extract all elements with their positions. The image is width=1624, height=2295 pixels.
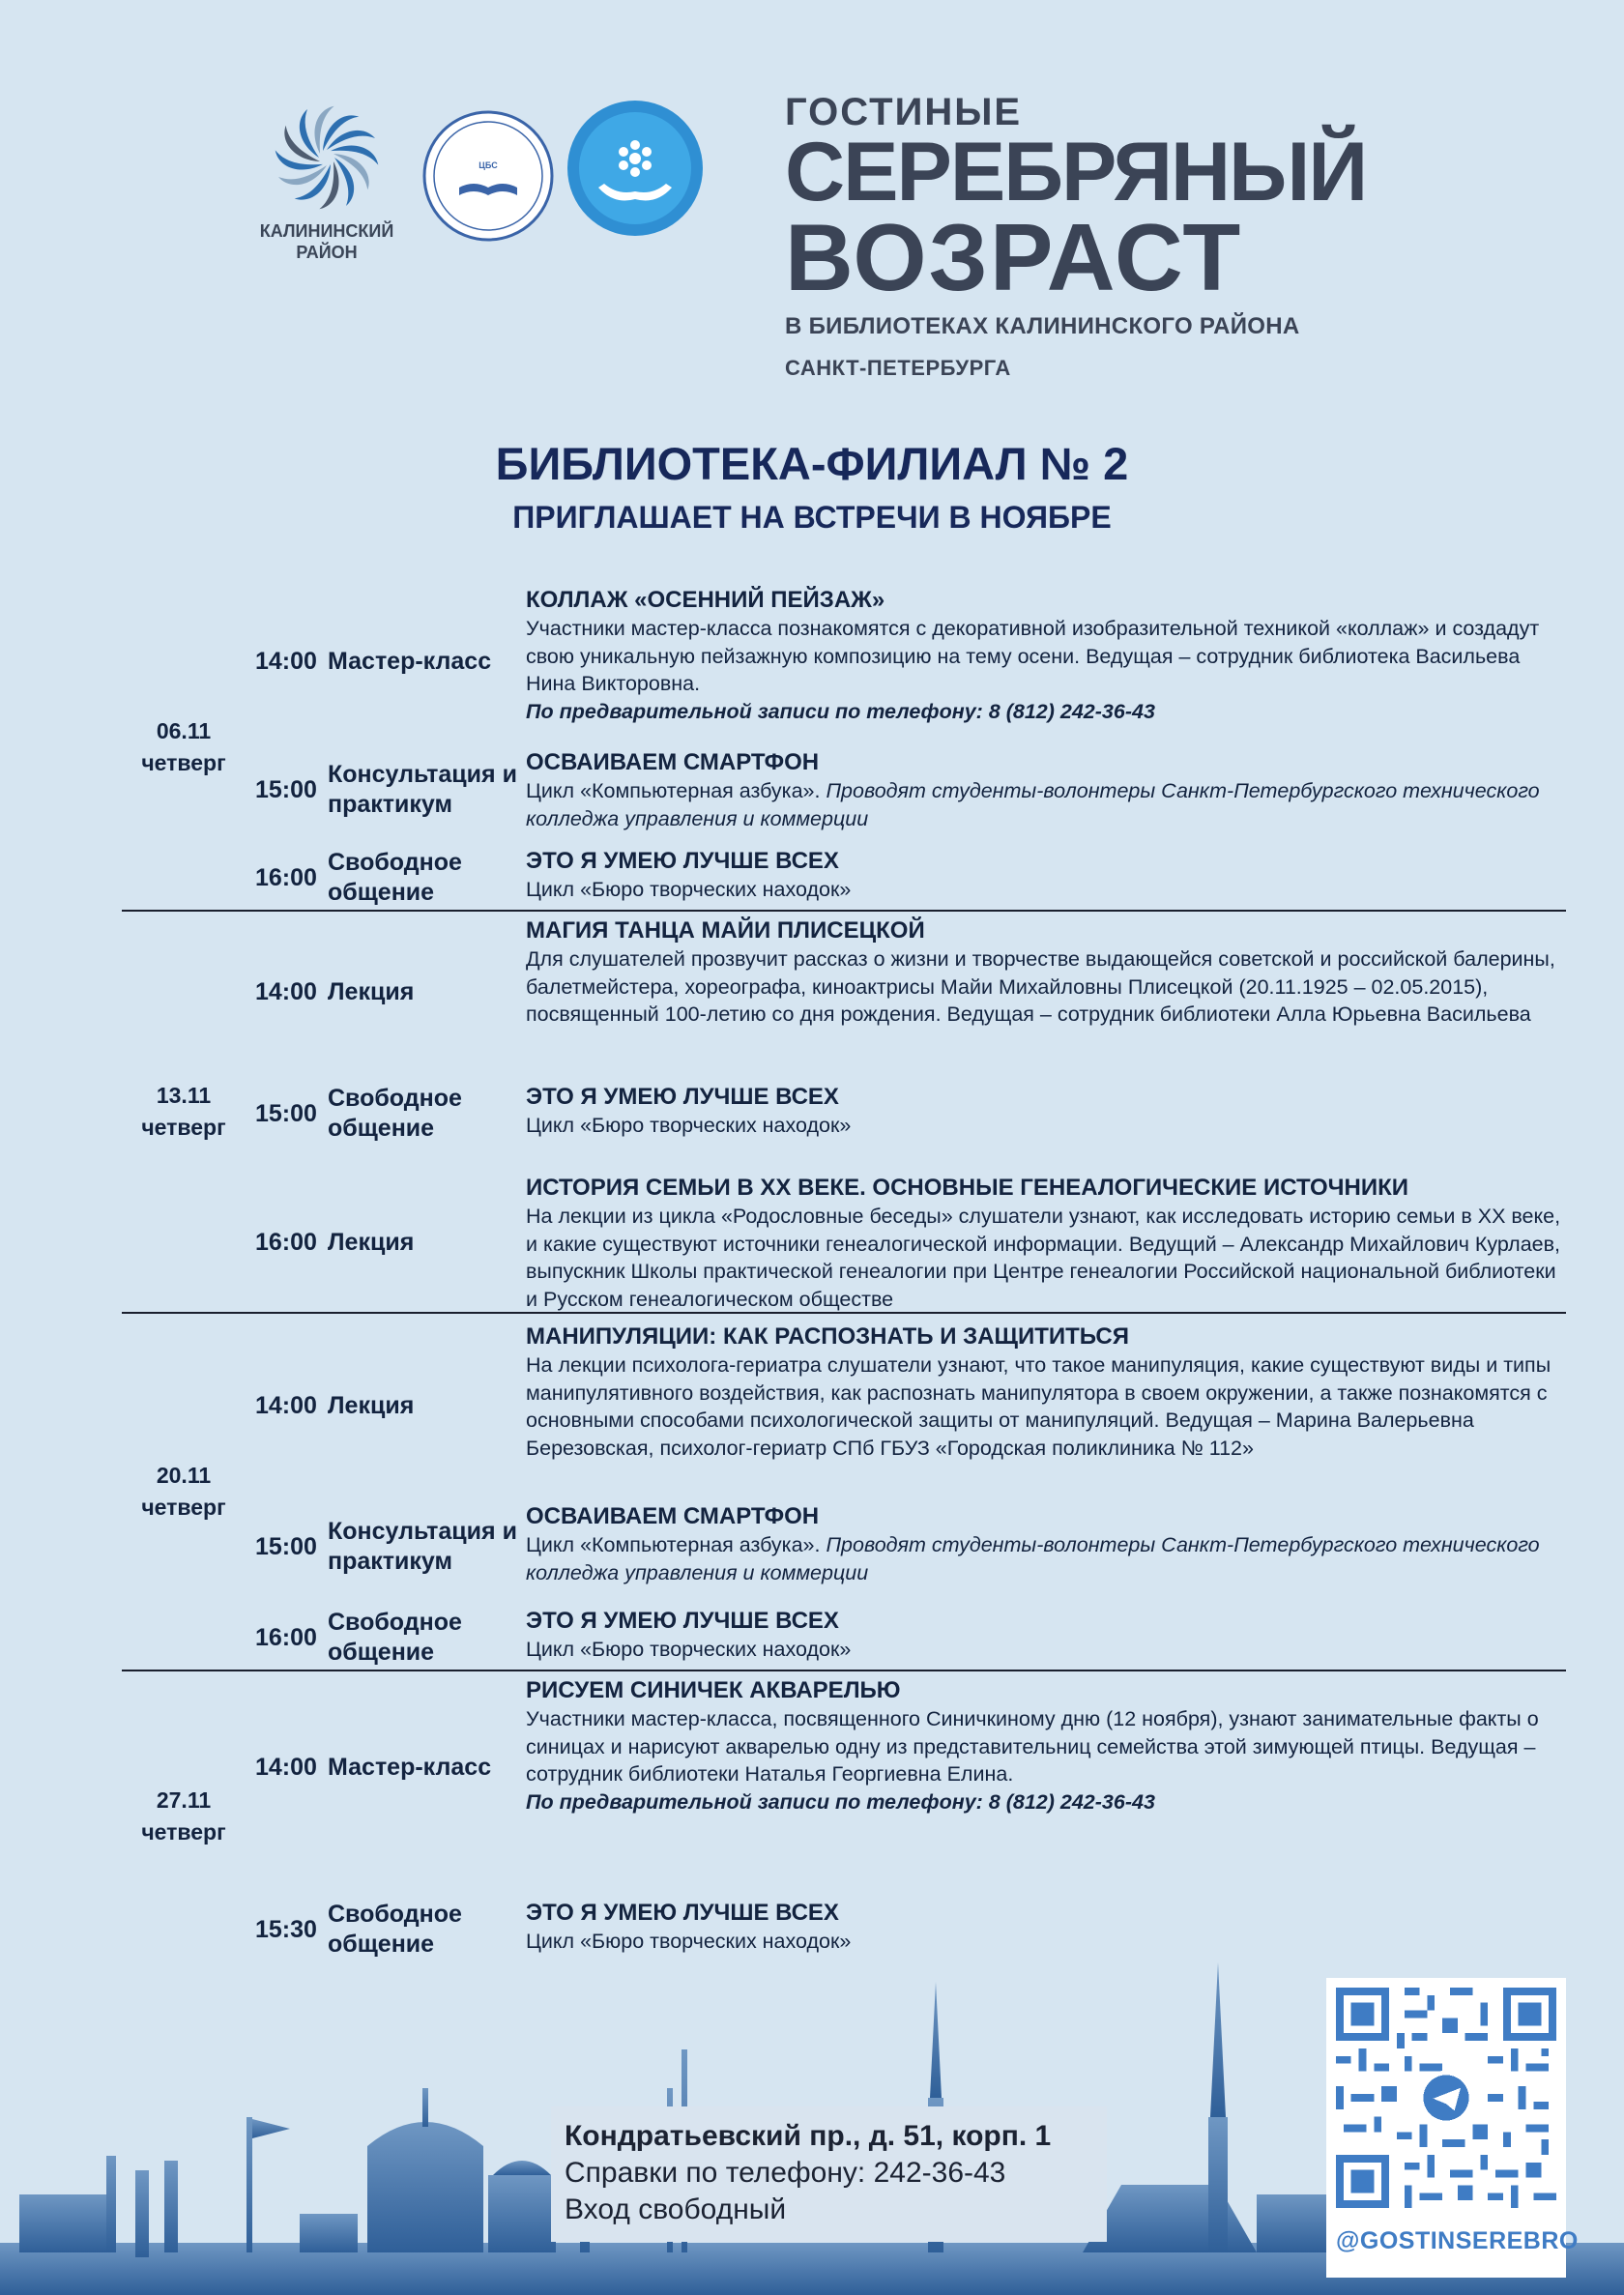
brand-line-3: ВОЗРАСТ: [785, 204, 1243, 310]
event-time: 16:00: [255, 1228, 317, 1256]
day-weekday: четверг: [141, 1819, 226, 1845]
event-row: [246, 1592, 1566, 1670]
event-type: Свободное общение: [328, 1085, 462, 1142]
event-title: ИСТОРИЯ СЕМЬИ В XX ВЕКЕ. ОСНОВНЫЕ ГЕНЕАЛОГИЧЕСКИЕ ИСТОЧНИКИ: [526, 1175, 1409, 1201]
event-note: По предварительной записи по телефону: 8 (812) 242-36-43: [526, 1789, 1155, 1814]
event-type: Консультация и практикум: [328, 761, 517, 818]
address: Кондратьевский пр., д. 51, корп. 1: [565, 2120, 1052, 2152]
event-description: [526, 915, 1566, 1068]
event-description: [526, 1606, 1566, 1670]
event-time: 15:00: [255, 1099, 317, 1127]
event-time: 16:00: [255, 1623, 317, 1651]
event-row: [246, 1671, 1566, 1859]
event-time: 15:00: [255, 1532, 317, 1560]
info-box: [551, 2106, 1107, 2242]
event-text: Цикл «Бюро творческих находок»: [526, 1930, 852, 1953]
event-type: Свободное общение: [328, 1901, 462, 1958]
event-description: [526, 747, 1566, 832]
event-title: ЭТО Я УМЕЮ ЛУЧШЕ ВСЕХ: [526, 1084, 839, 1110]
day-date: 27.11: [156, 1787, 212, 1813]
day-date-cell: [122, 585, 246, 910]
event-row: [246, 1490, 1566, 1592]
event-type: Мастер-класс: [328, 647, 492, 675]
entry-info: Вход свободный: [565, 2193, 787, 2225]
event-description: [526, 1173, 1566, 1312]
day-weekday: четверг: [141, 1495, 226, 1520]
event-type: Мастер-класс: [328, 1753, 492, 1781]
event-time: 14:00: [255, 1391, 317, 1419]
event-row: [246, 912, 1566, 1068]
event-description: [526, 846, 1566, 910]
event-description: [526, 1501, 1566, 1592]
day-date: 20.11: [156, 1463, 212, 1488]
schedule-day: [122, 1312, 1566, 1670]
event-text: На лекции из цикла «Родословные беседы» слушатели узнают, как исследовать историю семьи в XX веке, и какие существуют источники генеалогической информации. Ведущий – Александр Михайлович Курлаев, выпускник Школы практической генеалогии при Центре генеалогии Российской национальной библиотеки и Русском генеалогическом обществе: [526, 1205, 1561, 1311]
brand-block: [785, 91, 1366, 381]
brand-line-4: В БИБЛИОТЕКАХ КАЛИНИНСКОГО РАЙОНА: [785, 313, 1300, 339]
social-handle: @GOSTINSEREBRO: [1336, 2227, 1579, 2254]
event-time: 15:30: [255, 1915, 317, 1943]
day-weekday: четверг: [141, 1115, 226, 1140]
schedule-day: [122, 910, 1566, 1312]
event-title: ЭТО Я УМЕЮ ЛУЧШЕ ВСЕХ: [526, 1900, 839, 1926]
event-text: Цикл «Бюро творческих находок»: [526, 878, 852, 901]
event-text: Участники мастер-класса, посвященного Синичкиному дню (12 ноября), узнают занимательные факты о синицах и нарисуют акварелью одну из представительниц семейства этой зимующей птицы. Ведущая – сотрудник библиотеки Наталья Георгиевна Елина.: [526, 1707, 1539, 1786]
district-logo-label-2: РАЙОН: [296, 243, 358, 262]
event-title: РИСУЕМ СИНИЧЕК АКВАРЕЛЬЮ: [526, 1677, 901, 1703]
day-date: 13.11: [156, 1083, 212, 1108]
schedule: [122, 585, 1566, 1961]
event-description: [526, 1675, 1566, 1859]
event-time: 14:00: [255, 647, 317, 675]
event-row: [246, 1859, 1566, 1961]
event-text-italic: Проводят студенты-волонтеры Санкт-Петербургского технического колледжа управления и коммерции: [526, 779, 1540, 830]
event-type: Свободное общение: [328, 849, 462, 906]
event-text: Участники мастер-класса познакомятся с декоративной изобразительной техникой «коллаж» и создадут свою уникальную пейзажную композицию на тему осени. Ведущая – сотрудник библиотека Васильева Нина Викторовна.: [526, 617, 1540, 695]
page-title: БИБЛИОТЕКА-ФИЛИАЛ № 2: [495, 438, 1129, 489]
brand-line-1: ГОСТИНЫЕ: [785, 91, 1023, 133]
spiral-emblem-icon: [274, 95, 380, 220]
schedule-day: [122, 585, 1566, 910]
library-system-logo: [420, 108, 556, 244]
event-text: Цикл «Бюро творческих находок»: [526, 1114, 852, 1137]
page-subtitle: ПРИГЛАШАЕТ НА ВСТРЕЧИ В НОЯБРЕ: [512, 500, 1112, 535]
district-logo-label: КАЛИНИНСКИЙ: [259, 221, 394, 241]
event-title: КОЛЛАЖ «ОСЕННИЙ ПЕЙЗАЖ»: [526, 587, 885, 613]
event-title: МАГИЯ ТАНЦА МАЙИ ПЛИСЕЦКОЙ: [526, 917, 925, 944]
event-row: [246, 1068, 1566, 1146]
day-date: 06.11: [156, 718, 212, 743]
phone-info: Справки по телефону: 242-36-43: [565, 2157, 1006, 2189]
event-time: 14:00: [255, 977, 317, 1005]
event-row: [246, 1314, 1566, 1490]
event-type: Лекция: [328, 977, 415, 1005]
event-row: [246, 1146, 1566, 1312]
district-logo: [249, 95, 404, 263]
event-time: 14:00: [255, 1753, 317, 1781]
event-text: Цикл «Бюро творческих находок»: [526, 1638, 852, 1661]
event-title: ЭТО Я УМЕЮ ЛУЧШЕ ВСЕХ: [526, 1608, 839, 1634]
brand-line-2: СЕРЕБРЯНЫЙ: [785, 126, 1367, 218]
event-title: МАНИПУЛЯЦИИ: КАК РАСПОЗНАТЬ И ЗАЩИТИТЬСЯ: [526, 1323, 1130, 1350]
event-title: ОСВАИВАЕМ СМАРТФОН: [526, 1503, 820, 1529]
event-description: [526, 585, 1566, 738]
schedule-day: [122, 1670, 1566, 1961]
event-text: Для слушателей прозвучит рассказ о жизни и творчестве выдающейся советской и российской балерины, балетмейстера, хореографа, киноактрисы Майи Михайловны Плисецкой (20.11.1925 – 02.05.2015), посвященный 100-летию со дня рождения. Ведущая – сотрудник библиотеки Алла Юрьевна Васильева: [526, 947, 1555, 1026]
event-title: ОСВАИВАЕМ СМАРТФОН: [526, 749, 820, 775]
qr-code[interactable]: [1326, 1978, 1579, 2278]
event-text-italic: Проводят студенты-волонтеры Санкт-Петербургского технического колледжа управления и коммерции: [526, 1533, 1540, 1584]
event-row: [246, 585, 1566, 738]
svg-text:ЦБС: ЦБС: [478, 160, 498, 170]
event-type: Лекция: [328, 1391, 415, 1419]
event-description: [526, 1322, 1566, 1490]
event-text: На лекции психолога-гериатра слушатели узнают, что такое манипуляция, какие существуют виды и типы манипулятивного воздействия, как распознать манипулятора в своем окружении, а также познакомятся с основными способами психологической защиты от манипуляций. Ведущая – Марина Валерьевна Березовская, психолог-гериатр СПб ГБУЗ «Городская поликлиника № 112»: [526, 1353, 1552, 1460]
event-type: Лекция: [328, 1228, 415, 1256]
event-description: [526, 1082, 1566, 1146]
event-time: 16:00: [255, 863, 317, 891]
event-text: Цикл «Компьютерная азбука». Проводят студенты-волонтеры Санкт-Петербургского технического колледжа управления и коммерции: [526, 779, 1540, 830]
event-note: По предварительной записи по телефону: 8 (812) 242-36-43: [526, 699, 1155, 723]
event-row: [246, 832, 1566, 910]
day-weekday: четверг: [141, 750, 226, 775]
event-type: Свободное общение: [328, 1609, 462, 1666]
qr-code-icon: [1336, 1988, 1556, 2208]
event-row: [246, 738, 1566, 832]
event-time: 15:00: [255, 775, 317, 803]
day-date-cell: [122, 912, 246, 1312]
day-date-cell: [122, 1314, 246, 1670]
brand-line-5: САНКТ-ПЕТЕРБУРГА: [785, 356, 1011, 380]
event-type: Консультация и практикум: [328, 1518, 517, 1575]
day-date-cell: [122, 1671, 246, 1961]
care-logo: [566, 99, 705, 238]
event-text: Цикл «Компьютерная азбука». Проводят студенты-волонтеры Санкт-Петербургского технического колледжа управления и коммерции: [526, 1533, 1540, 1584]
event-title: ЭТО Я УМЕЮ ЛУЧШЕ ВСЕХ: [526, 848, 839, 874]
